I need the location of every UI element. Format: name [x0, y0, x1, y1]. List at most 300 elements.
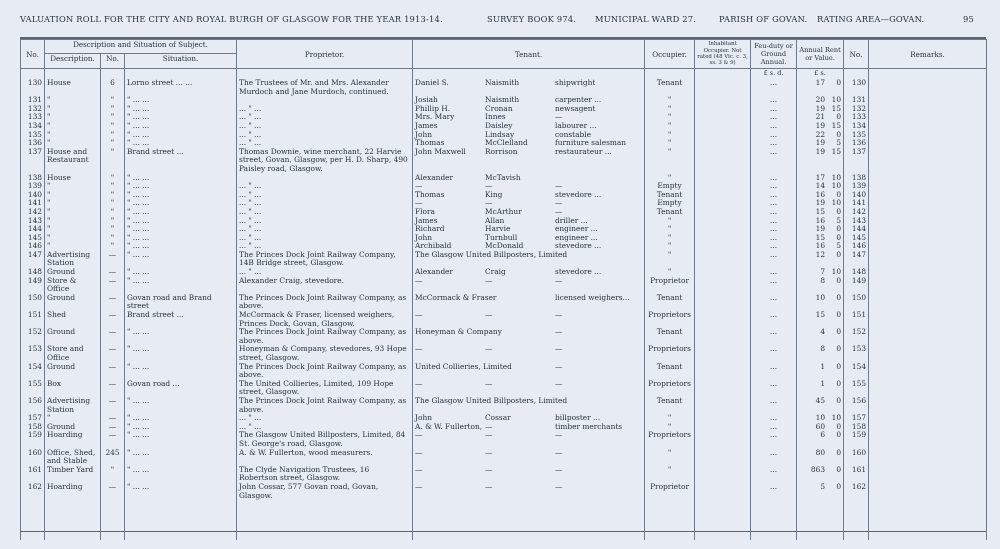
- row-number-right: 159: [844, 431, 869, 448]
- row-tenant: [413, 182, 645, 191]
- empty-cell: [45, 500, 101, 540]
- annual-shillings: 10: [831, 182, 842, 191]
- row-description: ": [45, 242, 101, 251]
- row-number: 160: [21, 449, 45, 466]
- row-feu-duty: ...: [751, 139, 797, 148]
- row-inhabitant: [695, 431, 751, 448]
- row-situation: " ... ...: [125, 225, 237, 234]
- tenant-surname: Innes: [485, 113, 506, 122]
- row-number: 156: [21, 397, 45, 414]
- row-annual-value: [797, 79, 844, 96]
- row-feu-duty: ...: [751, 199, 797, 208]
- row-number-right: 148: [844, 268, 869, 277]
- row-remarks: [869, 225, 987, 234]
- row-proprietor: The Princes Dock Joint Railway Company, as above.: [237, 328, 413, 345]
- tenant-first-name: John: [415, 130, 432, 139]
- row-description: ": [45, 96, 101, 105]
- row-number: 135: [21, 131, 45, 140]
- tenant-first-name: John Maxwell: [415, 147, 466, 156]
- row-number-right: 143: [844, 217, 869, 226]
- row-remarks: [869, 182, 987, 191]
- row-proprietor: ... " ...: [237, 105, 413, 114]
- row-situation: " ... ...: [125, 139, 237, 148]
- tenant-surname: Harvie: [485, 225, 511, 234]
- row-feu-duty: ...: [751, 105, 797, 114]
- annual-shillings: 0: [836, 465, 842, 474]
- row-tenant: [413, 397, 645, 414]
- table-row: [21, 199, 987, 208]
- tenant-first-name: —: [415, 276, 423, 285]
- tenant-first-name: United Collieries, Limited: [415, 362, 512, 371]
- row-number: 131: [21, 96, 45, 105]
- tenant-occupation: timber merchants: [555, 422, 623, 431]
- tenant-surname: Cossar: [485, 414, 511, 423]
- row-inhabitant: [695, 449, 751, 466]
- empty-cell: [413, 500, 645, 540]
- tenant-occupation: —: [555, 448, 563, 457]
- row-number: 149: [21, 277, 45, 294]
- row-occupier: ": [645, 96, 695, 105]
- row-situation: " ... ...: [125, 182, 237, 191]
- row-description: ": [45, 182, 101, 191]
- row-inhabitant: [695, 251, 751, 268]
- annual-pounds: 16: [815, 242, 826, 251]
- table-row: [21, 217, 987, 226]
- annual-shillings: 0: [836, 362, 842, 371]
- row-remarks: [869, 131, 987, 140]
- row-number-right: 147: [844, 251, 869, 268]
- row-annual-value: [797, 449, 844, 466]
- row-annual-value: [797, 363, 844, 380]
- row-occupier: ": [645, 131, 695, 140]
- row-inhabitant: [695, 225, 751, 234]
- row-description: House and Restaurant: [45, 148, 101, 174]
- row-proprietor: ... " ...: [237, 217, 413, 226]
- tenant-surname: McClelland: [485, 139, 528, 148]
- row-annual-value: [797, 414, 844, 423]
- row-situation: " ... ...: [125, 234, 237, 243]
- row-proprietor: ... " ...: [237, 191, 413, 200]
- row-number: 147: [21, 251, 45, 268]
- row-tenant: [413, 380, 645, 397]
- row-tenant: [413, 174, 645, 183]
- table-row: [21, 225, 987, 234]
- row-number: 158: [21, 423, 45, 432]
- empty-cell: [695, 500, 751, 540]
- empty-cell: [21, 500, 45, 540]
- annual-pounds: 21: [815, 113, 826, 122]
- annual-shillings: 0: [836, 293, 842, 302]
- table-row: [21, 191, 987, 200]
- row-proprietor: The Princes Dock Joint Railway Company, 14B Bridge street, Glasgow.: [237, 251, 413, 268]
- tenant-surname: McArthur: [485, 207, 522, 216]
- row-street-number: —: [101, 328, 125, 345]
- table-row: [21, 139, 987, 148]
- row-feu-duty: ...: [751, 311, 797, 328]
- table-row: [21, 105, 987, 114]
- annual-shillings: 10: [831, 96, 842, 105]
- row-street-number: ": [101, 225, 125, 234]
- row-number: 153: [21, 345, 45, 362]
- row-feu-duty: ...: [751, 225, 797, 234]
- municipal-ward: MUNICIPAL WARD 27.: [595, 14, 697, 24]
- annual-pounds: 60: [815, 422, 826, 431]
- row-situation: " ... ...: [125, 363, 237, 380]
- col-street-no: No.: [101, 54, 125, 69]
- row-description: Office, Shed, and Stable: [45, 449, 101, 466]
- row-tenant: [413, 199, 645, 208]
- row-feu-duty: ...: [751, 234, 797, 243]
- annual-pounds: 10: [815, 293, 826, 302]
- row-feu-duty: ...: [751, 182, 797, 191]
- annual-pounds: 15: [815, 233, 826, 242]
- row-situation: " ... ...: [125, 242, 237, 251]
- row-tenant: [413, 122, 645, 131]
- row-proprietor: The Trustees of Mr. and Mrs. Alexander Murdoch and Jane Murdoch, continued.: [237, 79, 413, 96]
- row-tenant: [413, 139, 645, 148]
- row-inhabitant: [695, 466, 751, 483]
- row-number: 143: [21, 217, 45, 226]
- empty-cell: [751, 500, 797, 540]
- tenant-first-name: Daniel S.: [415, 79, 449, 87]
- tenant-occupation: —: [555, 276, 563, 285]
- row-tenant: [413, 113, 645, 122]
- row-proprietor: The Glasgow United Billposters, Limited, 84 St. George's road, Glasgow.: [237, 431, 413, 448]
- row-street-number: ": [101, 208, 125, 217]
- row-proprietor: [237, 174, 413, 183]
- empty-cell: [125, 500, 237, 540]
- row-remarks: [869, 483, 987, 500]
- row-description: ": [45, 414, 101, 423]
- row-tenant: [413, 242, 645, 251]
- annual-pounds: 22: [815, 130, 826, 139]
- row-situation: " ... ...: [125, 423, 237, 432]
- annual-shillings: 0: [836, 396, 842, 405]
- row-proprietor: ... " ...: [237, 113, 413, 122]
- row-annual-value: [797, 431, 844, 448]
- row-proprietor: McCormack & Fraser, licensed weighers, Princes Dock, Govan, Glasgow.: [237, 311, 413, 328]
- row-number-right: 134: [844, 122, 869, 131]
- row-number: 137: [21, 148, 45, 174]
- annual-pounds: 20: [815, 96, 826, 105]
- row-annual-value: [797, 294, 844, 311]
- empty-cell: [101, 500, 125, 540]
- row-inhabitant: [695, 242, 751, 251]
- table-body: [21, 69, 987, 541]
- annual-shillings: 15: [831, 147, 842, 156]
- annual-pounds: 15: [815, 207, 826, 216]
- annual-pounds: 8: [820, 276, 826, 285]
- row-inhabitant: [695, 105, 751, 114]
- row-remarks: [869, 311, 987, 328]
- row-street-number: ": [101, 131, 125, 140]
- tenant-occupation: licensed weighers...: [555, 293, 630, 302]
- row-proprietor: [237, 96, 413, 105]
- row-inhabitant: [695, 423, 751, 432]
- row-number: 138: [21, 174, 45, 183]
- row-proprietor: ... " ...: [237, 234, 413, 243]
- row-proprietor: ... " ...: [237, 414, 413, 423]
- annual-pounds: 19: [815, 121, 826, 130]
- tenant-surname: Daisley: [485, 121, 513, 130]
- survey-book: SURVEY BOOK 974.: [487, 14, 577, 24]
- row-situation: " ... ...: [125, 466, 237, 483]
- row-number: 159: [21, 431, 45, 448]
- row-description: Hoarding: [45, 483, 101, 500]
- tenant-first-name: Richard: [415, 225, 445, 234]
- row-number-right: 160: [844, 449, 869, 466]
- row-annual-value: [797, 199, 844, 208]
- row-situation: " ... ...: [125, 397, 237, 414]
- tenant-first-name: John: [415, 233, 432, 242]
- row-inhabitant: [695, 380, 751, 397]
- row-number-right: 155: [844, 380, 869, 397]
- row-tenant: [413, 311, 645, 328]
- row-tenant: [413, 449, 645, 466]
- row-situation: Lorno street ... ...: [125, 79, 237, 96]
- row-tenant: [413, 277, 645, 294]
- table-row: [21, 345, 987, 362]
- row-tenant: [413, 191, 645, 200]
- col-proprietor: Proprietor.: [237, 40, 413, 69]
- row-occupier: Proprietor: [645, 277, 695, 294]
- row-situation: " ... ...: [125, 251, 237, 268]
- table-row: [21, 113, 987, 122]
- row-street-number: 6: [101, 79, 125, 96]
- annual-pounds: 6: [820, 431, 826, 440]
- row-tenant: [413, 208, 645, 217]
- row-feu-duty: ...: [751, 363, 797, 380]
- annual-shillings: 0: [836, 225, 842, 234]
- row-remarks: [869, 242, 987, 251]
- row-annual-value: [797, 182, 844, 191]
- empty-cell: [797, 500, 844, 540]
- row-inhabitant: [695, 234, 751, 243]
- row-street-number: ": [101, 174, 125, 183]
- row-number: 154: [21, 363, 45, 380]
- row-street-number: ": [101, 139, 125, 148]
- row-description: Timber Yard: [45, 466, 101, 483]
- tenant-surname: King: [485, 190, 503, 199]
- annual-pounds: 8: [820, 345, 826, 354]
- row-number-right: 144: [844, 225, 869, 234]
- tenant-occupation: newsagent: [555, 104, 596, 113]
- row-feu-duty: ...: [751, 148, 797, 174]
- row-tenant: [413, 328, 645, 345]
- row-remarks: [869, 423, 987, 432]
- row-number: 152: [21, 328, 45, 345]
- row-street-number: ": [101, 191, 125, 200]
- annual-shillings: 5: [836, 242, 842, 251]
- row-description: Ground: [45, 268, 101, 277]
- row-feu-duty: ...: [751, 449, 797, 466]
- row-description: ": [45, 217, 101, 226]
- tenant-surname: —: [485, 276, 493, 285]
- row-remarks: [869, 466, 987, 483]
- annual-pounds: 19: [815, 225, 826, 234]
- annual-shillings: 5: [836, 139, 842, 148]
- row-feu-duty: ...: [751, 328, 797, 345]
- parish: PARISH OF GOVAN.: [719, 14, 808, 24]
- row-occupier: ": [645, 122, 695, 131]
- row-annual-value: [797, 96, 844, 105]
- row-remarks: [869, 113, 987, 122]
- tenant-occupation: —: [555, 431, 563, 440]
- row-description: Ground: [45, 294, 101, 311]
- row-street-number: ": [101, 148, 125, 174]
- row-remarks: [869, 449, 987, 466]
- tenant-surname: —: [485, 448, 493, 457]
- annual-shillings: 10: [831, 199, 842, 208]
- row-situation: " ... ...: [125, 483, 237, 500]
- tenant-occupation: —: [555, 199, 563, 208]
- row-inhabitant: [695, 483, 751, 500]
- table-row: [21, 294, 987, 311]
- tenant-first-name: McCormack & Fraser: [415, 293, 497, 302]
- tenant-first-name: John: [415, 414, 432, 423]
- row-remarks: [869, 345, 987, 362]
- row-annual-value: [797, 217, 844, 226]
- tenant-surname: Naismith: [485, 79, 520, 87]
- row-feu-duty: ...: [751, 96, 797, 105]
- row-situation: " ... ...: [125, 414, 237, 423]
- row-number-right: 162: [844, 483, 869, 500]
- row-remarks: [869, 380, 987, 397]
- row-street-number: ": [101, 199, 125, 208]
- row-tenant: [413, 431, 645, 448]
- annual-shillings: 0: [836, 130, 842, 139]
- row-tenant: [413, 345, 645, 362]
- row-description: ": [45, 105, 101, 114]
- row-annual-value: [797, 483, 844, 500]
- col-desc-group: Description and Situation of Subject.: [45, 40, 237, 54]
- row-feu-duty: ...: [751, 423, 797, 432]
- row-description: ": [45, 225, 101, 234]
- row-remarks: [869, 234, 987, 243]
- table-row: [21, 268, 987, 277]
- row-proprietor: ... " ...: [237, 268, 413, 277]
- row-situation: " ... ...: [125, 431, 237, 448]
- row-street-number: ": [101, 113, 125, 122]
- row-feu-duty: ...: [751, 217, 797, 226]
- row-annual-value: [797, 328, 844, 345]
- tenant-occupation: —: [555, 207, 563, 216]
- tenant-surname: —: [485, 345, 493, 354]
- row-street-number: ": [101, 242, 125, 251]
- row-inhabitant: [695, 277, 751, 294]
- row-feu-duty: ...: [751, 483, 797, 500]
- table-row: [21, 79, 987, 96]
- row-description: ": [45, 234, 101, 243]
- tenant-surname: —: [485, 379, 493, 388]
- row-annual-value: [797, 251, 844, 268]
- row-occupier: Proprietor: [645, 483, 695, 500]
- row-situation: " ... ...: [125, 208, 237, 217]
- tenant-occupation: —: [555, 328, 563, 337]
- row-number-right: 153: [844, 345, 869, 362]
- row-feu-duty: ...: [751, 174, 797, 183]
- col-description: Description.: [45, 54, 101, 69]
- row-situation: " ... ...: [125, 449, 237, 466]
- row-remarks: [869, 397, 987, 414]
- tenant-occupation: stevedore ...: [555, 268, 602, 277]
- row-proprietor: ... " ...: [237, 208, 413, 217]
- row-annual-value: [797, 208, 844, 217]
- row-street-number: —: [101, 363, 125, 380]
- row-annual-value: [797, 225, 844, 234]
- row-occupier: Tenant: [645, 363, 695, 380]
- row-inhabitant: [695, 328, 751, 345]
- row-occupier: Proprietors: [645, 431, 695, 448]
- row-annual-value: [797, 174, 844, 183]
- tenant-first-name: The Glasgow United Billposters, Limited: [415, 396, 568, 405]
- row-description: ": [45, 191, 101, 200]
- row-proprietor: The Princes Dock Joint Railway Company, as above.: [237, 294, 413, 311]
- tenant-first-name: —: [415, 311, 423, 320]
- row-number-right: 157: [844, 414, 869, 423]
- row-number: 140: [21, 191, 45, 200]
- row-occupier: Tenant: [645, 208, 695, 217]
- col-tenant: Tenant.: [413, 40, 645, 69]
- row-situation: " ... ...: [125, 122, 237, 131]
- tenant-surname: —: [485, 465, 493, 474]
- row-situation: " ... ...: [125, 345, 237, 362]
- row-tenant: [413, 294, 645, 311]
- annual-pounds: 17: [815, 79, 826, 87]
- row-tenant: [413, 466, 645, 483]
- tenant-first-name: Flora: [415, 207, 435, 216]
- tenant-first-name: Archibald: [415, 242, 452, 251]
- tenant-occupation: —: [555, 311, 563, 320]
- row-annual-value: [797, 191, 844, 200]
- tenant-surname: Naismith: [485, 96, 520, 105]
- row-description: ": [45, 131, 101, 140]
- row-proprietor: ... " ...: [237, 225, 413, 234]
- annual-shillings: 0: [836, 233, 842, 242]
- table-row: [21, 131, 987, 140]
- row-remarks: [869, 414, 987, 423]
- row-occupier: ": [645, 423, 695, 432]
- row-proprietor: ... " ...: [237, 199, 413, 208]
- row-remarks: [869, 105, 987, 114]
- table-row: [21, 397, 987, 414]
- row-description: ": [45, 199, 101, 208]
- row-number-right: 161: [844, 466, 869, 483]
- row-number: 142: [21, 208, 45, 217]
- row-feu-duty: ...: [751, 277, 797, 294]
- tenant-first-name: —: [415, 482, 423, 491]
- row-occupier: ": [645, 217, 695, 226]
- row-proprietor: ... " ...: [237, 122, 413, 131]
- row-occupier: Proprietors: [645, 345, 695, 362]
- row-feu-duty: ...: [751, 191, 797, 200]
- tenant-occupation: —: [555, 345, 563, 354]
- table-row: [21, 242, 987, 251]
- tenant-first-name: James: [415, 216, 438, 225]
- row-description: Shed: [45, 311, 101, 328]
- row-annual-value: [797, 234, 844, 243]
- row-tenant: [413, 105, 645, 114]
- row-street-number: ": [101, 466, 125, 483]
- table-row: [21, 277, 987, 294]
- row-description: ": [45, 122, 101, 131]
- col-remarks: Remarks.: [869, 40, 987, 69]
- row-feu-duty: ...: [751, 79, 797, 96]
- tenant-first-name: —: [415, 182, 423, 191]
- row-occupier: ": [645, 105, 695, 114]
- annual-units: £ s.: [797, 69, 844, 80]
- tenant-surname: —: [485, 482, 493, 491]
